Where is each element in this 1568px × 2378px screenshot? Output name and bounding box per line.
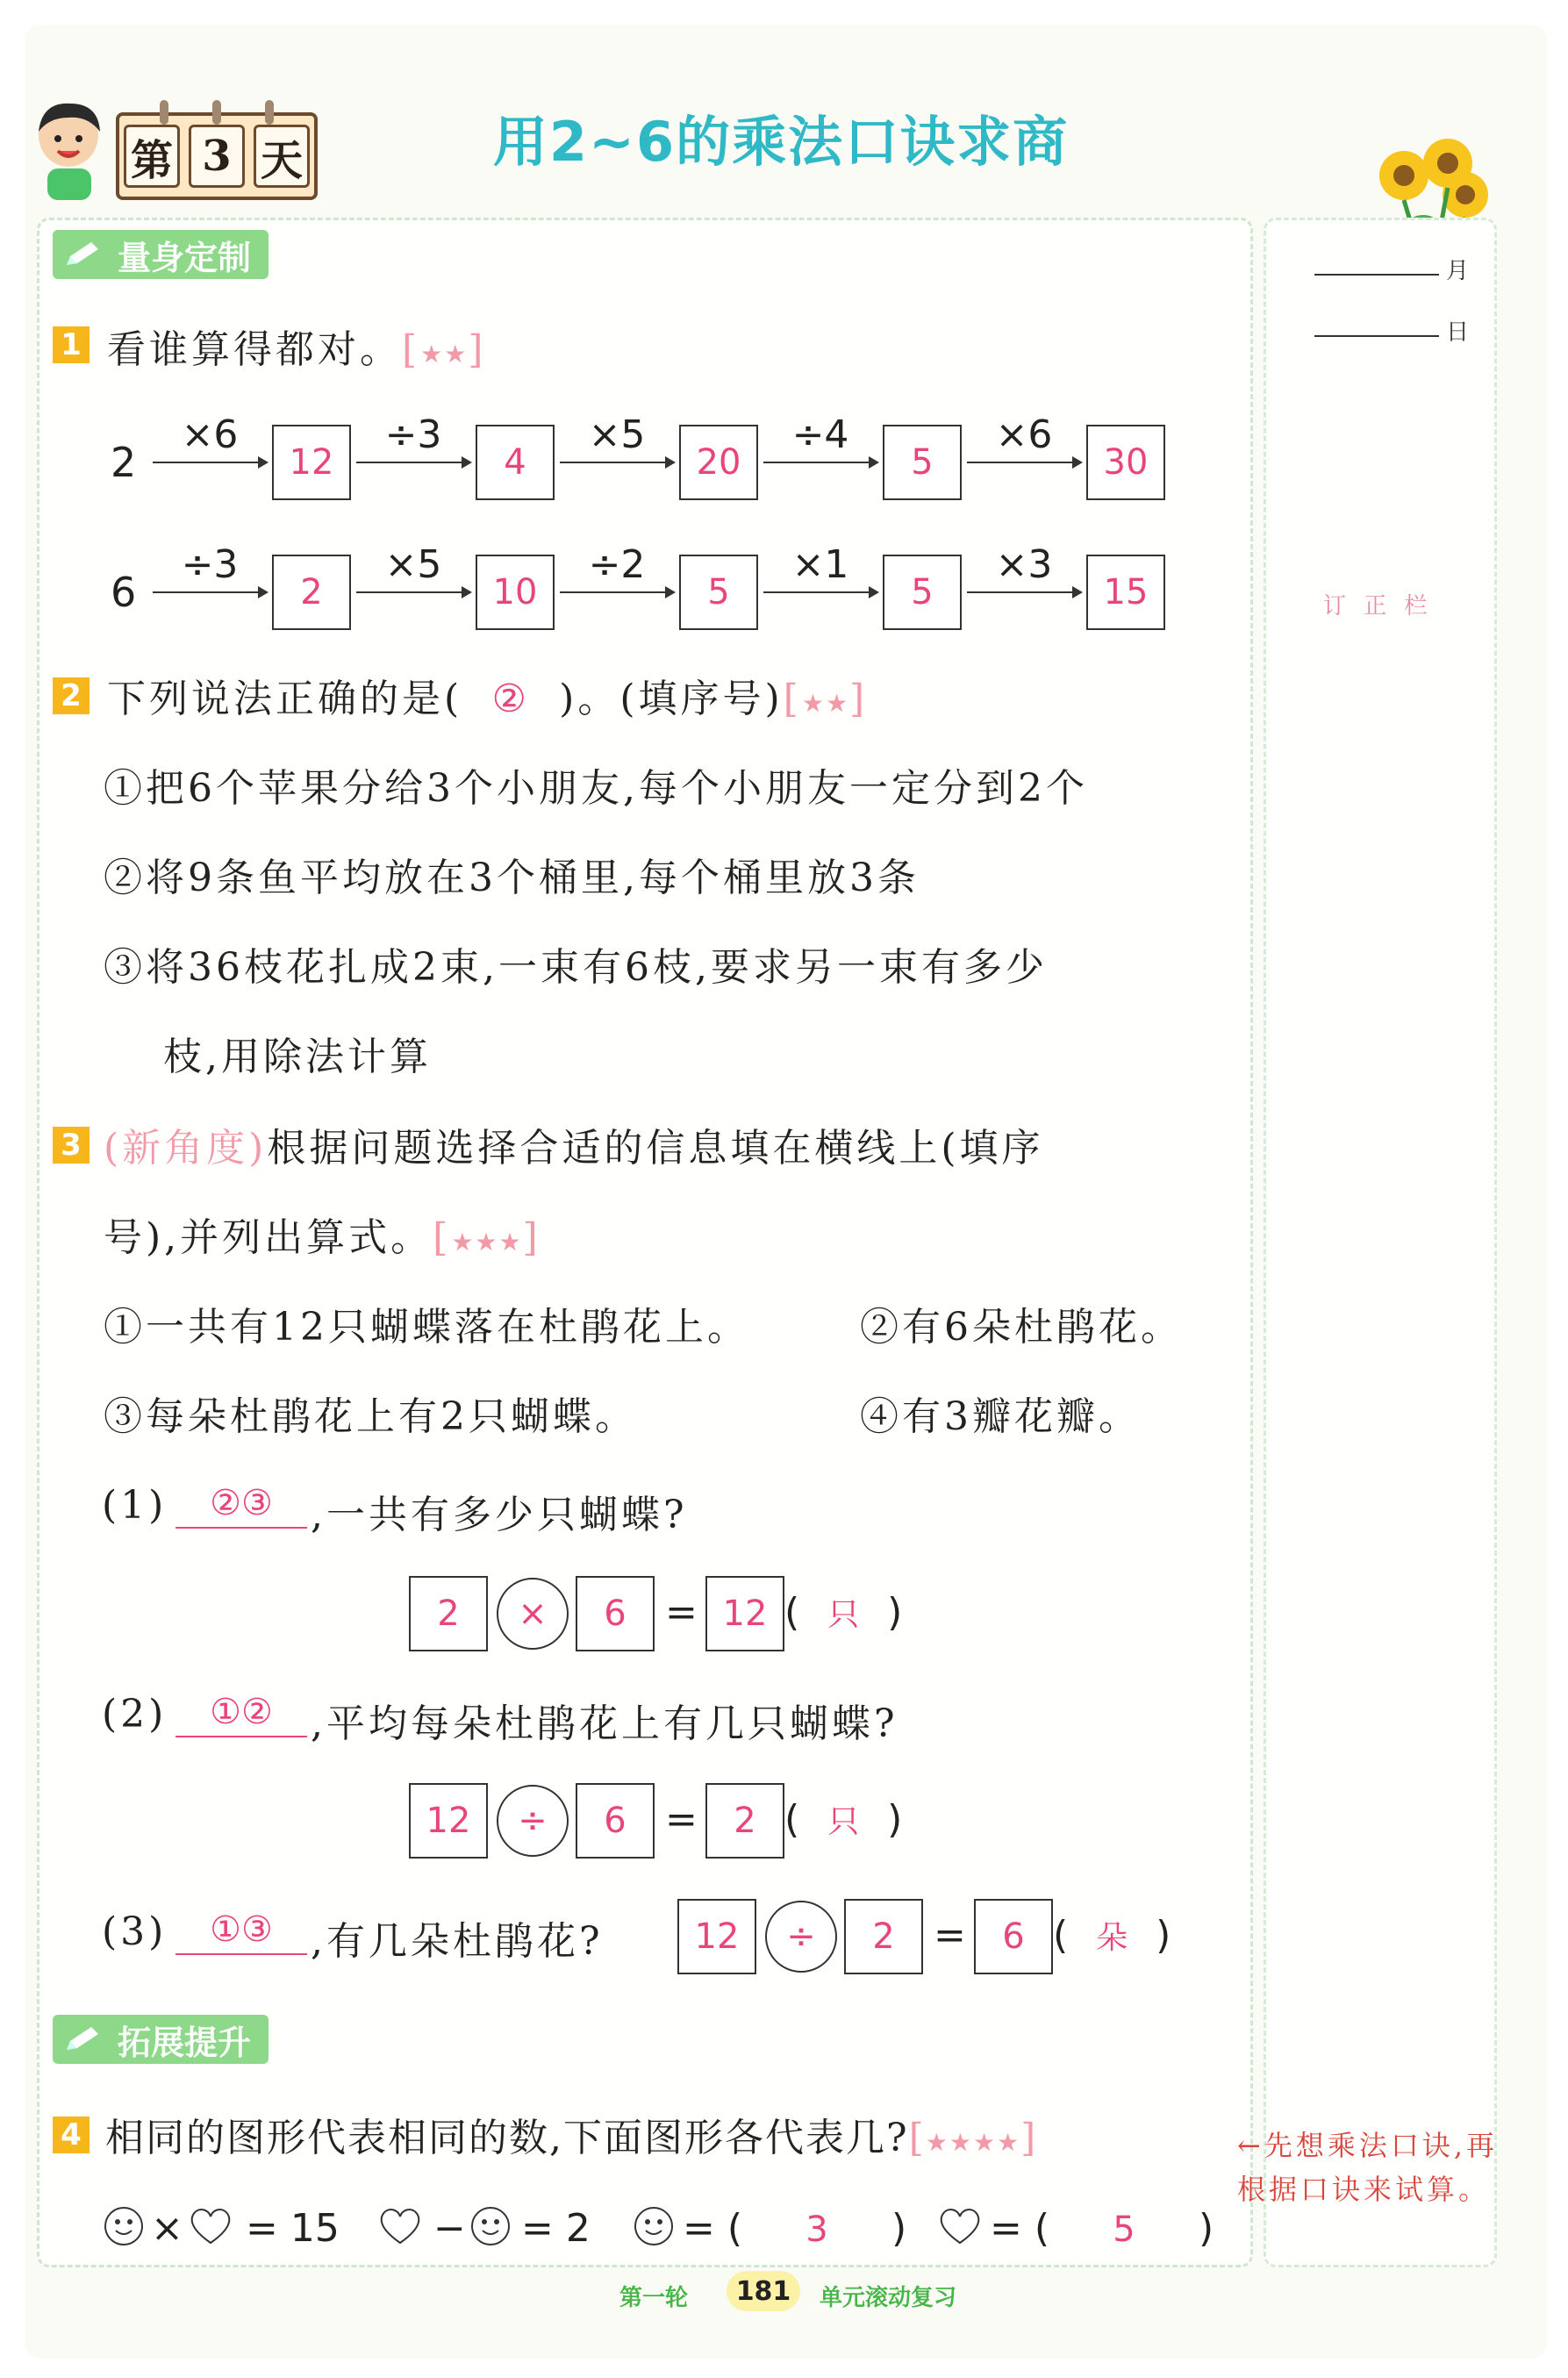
question-number: 1 [53, 326, 89, 363]
face-answer[interactable]: 3 [805, 2210, 828, 2250]
question-text-cont: 号),并列出算式。[★★★] [104, 1215, 541, 1260]
new-angle-tag: (新角度) [104, 1126, 268, 1171]
answer-box[interactable]: 5 [679, 555, 758, 630]
arrow-icon [763, 591, 877, 593]
q3-text-1: 根据问题选择合适的信息填在横线上(填序 [267, 1126, 1044, 1171]
q3-info-3: ③每朵杜鹃花上有2只蝴蝶。 [104, 1394, 637, 1439]
equation-box[interactable]: 12 [705, 1576, 784, 1651]
day-char: 天 [254, 125, 310, 188]
q2-option-2: ②将9条鱼平均放在3个桶里,每个桶里放3条 [104, 856, 920, 900]
question-text [104, 1116, 1044, 1172]
q3-part-1-question: ,一共有多少只蝴蝶? [311, 1493, 688, 1537]
chain-operator: ÷2 [588, 542, 646, 587]
question-number: 4 [53, 2117, 89, 2153]
q3-info-4: ④有3瓣花瓣。 [860, 1394, 1141, 1439]
q4-text: 相同的图形代表相同的数,下面图形各代表几? [105, 2116, 909, 2160]
minus-sign: − [433, 2206, 466, 2251]
day-number: 3 [189, 125, 245, 188]
equals-sign: = [934, 1913, 966, 1958]
heart-icon [188, 2206, 233, 2246]
section-tag-custom [53, 230, 268, 279]
arrow-icon [560, 462, 674, 463]
answer-box[interactable]: 5 [883, 425, 962, 500]
boy-mascot-icon [26, 98, 110, 204]
page-number: 181 [727, 2271, 800, 2311]
hint-note: ←先想乘法口诀,再根据口诀来试算。 [1237, 2129, 1498, 2206]
equation-box[interactable]: 2 [409, 1576, 488, 1651]
q3-part-1: (1) [102, 1483, 168, 1528]
q1-text: 看谁算得都对。 [107, 327, 402, 372]
equation-rhs: = 2 [521, 2206, 591, 2251]
face-answer-paren: = ( 3 ) [683, 2206, 907, 2251]
unit-answer[interactable]: 只 [827, 1804, 860, 1840]
section-tag-extend [53, 2015, 268, 2064]
chain-operator: ÷4 [791, 412, 849, 457]
q2-option-3-cont: 枝,用除法计算 [163, 1035, 432, 1079]
question-text: 看谁算得都对。[★★] [107, 327, 487, 372]
operator-circle[interactable]: × [497, 1578, 569, 1650]
arrow-icon [967, 591, 1081, 593]
footer-left: 第一轮 [619, 2285, 689, 2311]
equation-box[interactable]: 6 [974, 1899, 1053, 1974]
section-tag-label: 量身定制 [118, 238, 252, 277]
question-number: 3 [53, 1127, 89, 1164]
q3-part-2-question: ,平均每朵杜鹃花上有几只蝴蝶? [311, 1701, 899, 1746]
q3-part-3-fill[interactable]: ①③ [175, 1909, 307, 1955]
arrow-icon [356, 462, 470, 463]
q2-answer[interactable]: ② [491, 677, 530, 721]
day-label: 日 [1446, 319, 1470, 346]
arrow-icon [153, 462, 267, 463]
smiley-face-icon [104, 2206, 144, 2246]
chain-start: 6 [111, 569, 137, 616]
operator-circle[interactable]: ÷ [497, 1785, 569, 1857]
equation-rhs: = 15 [246, 2206, 340, 2251]
correction-label: 订 正 栏 [1323, 593, 1433, 620]
footer-right: 单元滚动复习 [820, 2285, 957, 2311]
smiley-face-icon [634, 2206, 674, 2246]
unit-paren: ( 朵 ) [1053, 1913, 1171, 1958]
answer-box[interactable]: 10 [476, 555, 555, 630]
day-line[interactable] [1314, 335, 1439, 337]
unit-paren: ( 只 ) [784, 1797, 903, 1842]
chain-operator: ÷3 [384, 412, 442, 457]
arrow-icon [356, 591, 470, 593]
smiley-face-icon [470, 2206, 511, 2246]
chain-operator: ÷3 [181, 542, 239, 587]
equals-sign: = [665, 1797, 698, 1842]
arrow-icon [153, 591, 267, 593]
day-char: 第 [124, 125, 180, 188]
chain-operator: ×6 [995, 412, 1053, 457]
q3-info-1: ①一共有12只蝴蝶落在杜鹃花上。 [104, 1305, 749, 1350]
q2-option-3: ③将36枝花扎成2束,一束有6枝,要求另一束有多少 [104, 945, 1048, 990]
answer-box[interactable]: 15 [1086, 555, 1165, 630]
answer-box[interactable]: 5 [883, 555, 962, 630]
q2-text-after: )。(填序号) [559, 677, 784, 721]
q3-part-3: (3) [102, 1909, 168, 1954]
answer-box[interactable]: 30 [1086, 425, 1165, 500]
heart-icon [377, 2206, 423, 2246]
month-line[interactable] [1314, 274, 1439, 276]
equals-sign: = [665, 1590, 698, 1635]
page-title: 用2~6的乘法口诀求商 [492, 110, 1070, 174]
heart-icon [937, 2206, 983, 2246]
section-tag-label: 拓展提升 [118, 2023, 252, 2062]
answer-box[interactable]: 2 [272, 555, 351, 630]
day-badge [116, 112, 318, 200]
unit-paren: ( 只 ) [784, 1590, 903, 1635]
difficulty-stars: ★★ [420, 340, 469, 369]
chain-operator: ×6 [181, 412, 239, 457]
equation-box[interactable]: 6 [576, 1576, 655, 1651]
times-sign: × [151, 2206, 183, 2251]
q3-part-3-question: ,有几朵杜鹃花? [311, 1919, 604, 1964]
unit-answer[interactable]: 朵 [1096, 1920, 1128, 1956]
month-label: 月 [1446, 258, 1470, 284]
q3-text-2: 号),并列出算式。 [104, 1215, 433, 1260]
equation-box[interactable]: 12 [677, 1899, 756, 1974]
q2-option-1: ①把6个苹果分给3个小朋友,每个小朋友一定分到2个 [104, 766, 1088, 811]
difficulty-stars: ★★★★ [925, 2128, 1021, 2157]
arrow-icon [967, 462, 1081, 463]
arrow-icon [763, 462, 877, 463]
arrow-icon [560, 591, 674, 593]
q3-part-2-fill[interactable]: ①② [175, 1692, 307, 1737]
pencil-icon [63, 239, 105, 270]
answer-box[interactable]: 20 [679, 425, 758, 500]
q3-info-2: ②有6朵杜鹃花。 [860, 1305, 1183, 1350]
pencil-icon [63, 2023, 105, 2055]
q3-part-2: (2) [102, 1692, 168, 1737]
question-number: 2 [53, 677, 89, 714]
question-text: 相同的图形代表相同的数,下面图形各代表几?[★★★★] [105, 2116, 1038, 2160]
equation-box[interactable]: 6 [576, 1783, 655, 1859]
answer-box[interactable]: 12 [272, 425, 351, 500]
chain-operator: ×3 [995, 542, 1053, 587]
correction-panel [1264, 218, 1497, 2267]
heart-answer-paren: = ( 5 ) [990, 2206, 1214, 2251]
answer-box[interactable]: 4 [476, 425, 555, 500]
operator-circle[interactable]: ÷ [765, 1901, 837, 1973]
equation-box[interactable]: 12 [409, 1783, 488, 1859]
unit-answer[interactable]: 只 [827, 1597, 860, 1633]
chain-operator: ×5 [384, 542, 442, 587]
equation-box[interactable]: 2 [844, 1899, 923, 1974]
difficulty-stars: ★★★ [451, 1228, 523, 1257]
chain-operator: ×5 [588, 412, 646, 457]
chain-operator: ×1 [791, 542, 849, 587]
chain-start: 2 [111, 439, 137, 486]
question-text: 下列说法正确的是( ② )。(填序号)[★★] [107, 677, 869, 721]
heart-answer[interactable]: 5 [1113, 2210, 1135, 2250]
q2-text-before: 下列说法正确的是( [107, 677, 463, 721]
difficulty-stars: ★★ [801, 689, 850, 718]
equation-box[interactable]: 2 [705, 1783, 784, 1859]
q3-part-1-fill[interactable]: ②③ [175, 1483, 307, 1529]
